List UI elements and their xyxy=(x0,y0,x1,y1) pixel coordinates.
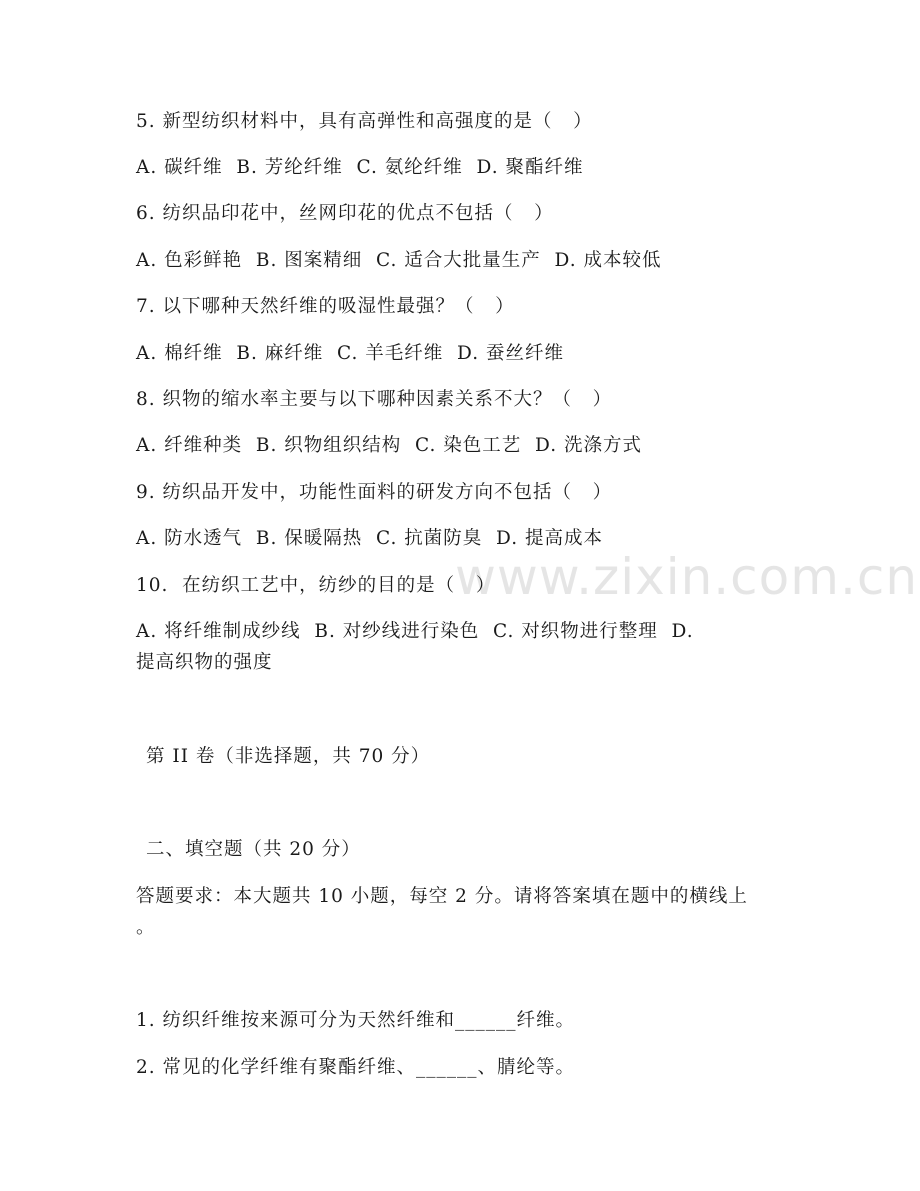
fill-section-requirement: 答题要求：本大题共 10 小题，每空 2 分。请将答案填在题中的横线上 xyxy=(136,886,748,907)
question-10-options-continued: 提高织物的强度 xyxy=(136,652,273,673)
question-8-options: A. 纤维种类 B. 织物组织结构 C. 染色工艺 D. 洗涤方式 xyxy=(136,435,642,456)
question-8: 8. 织物的缩水率主要与以下哪种因素关系不大？（ ） xyxy=(136,389,613,410)
fill-question-2: 2. 常见的化学纤维有聚酯纤维、______、腈纶等。 xyxy=(136,1057,576,1078)
watermark: www.zixin.com.cn xyxy=(455,548,919,606)
question-6: 6. 纺织品印花中，丝网印花的优点不包括（ ） xyxy=(136,203,554,224)
question-6-options: A. 色彩鲜艳 B. 图案精细 C. 适合大批量生产 D. 成本较低 xyxy=(136,250,662,271)
question-5-options: A. 碳纤维 B. 芳纶纤维 C. 氨纶纤维 D. 聚酯纤维 xyxy=(136,157,584,178)
part-two-title: 第 II 卷（非选择题，共 70 分） xyxy=(146,746,431,767)
question-5: 5. 新型纺织材料中，具有高弹性和高强度的是（ ） xyxy=(136,111,593,132)
question-7-options: A. 棉纤维 B. 麻纤维 C. 羊毛纤维 D. 蚕丝纤维 xyxy=(136,343,564,364)
question-10-options: A. 将纤维制成纱线 B. 对纱线进行染色 C. 对织物进行整理 D. xyxy=(136,621,694,642)
fill-section-title: 二、填空题（共 20 分） xyxy=(146,839,361,860)
fill-question-1: 1. 纺织纤维按来源可分为天然纤维和______纤维。 xyxy=(136,1010,576,1031)
question-10: 10. 在纺织工艺中，纺纱的目的是（ ） xyxy=(136,575,496,596)
question-9: 9. 纺织品开发中，功能性面料的研发方向不包括（ ） xyxy=(136,482,613,503)
question-7: 7. 以下哪种天然纤维的吸湿性最强？（ ） xyxy=(136,296,515,317)
question-9-options: A. 防水透气 B. 保暖隔热 C. 抗菌防臭 D. 提高成本 xyxy=(136,528,603,549)
fill-section-requirement-continued: 。 xyxy=(136,917,156,938)
